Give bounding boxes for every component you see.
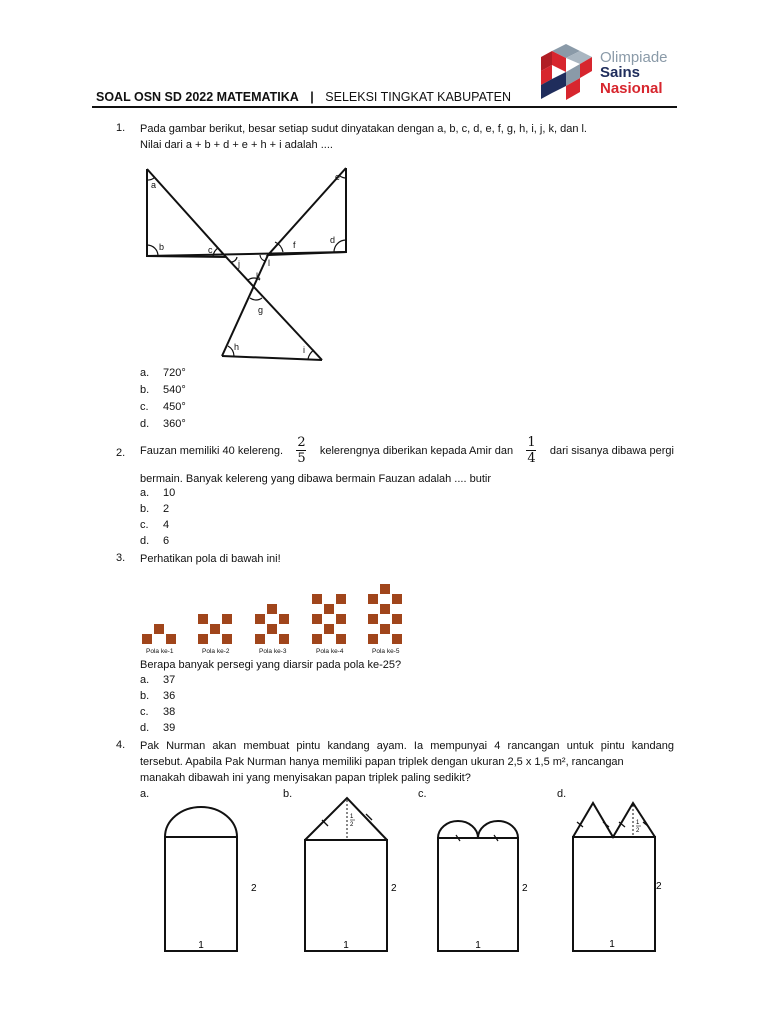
- pattern-4-square: [336, 594, 346, 604]
- pattern-5-square: [380, 604, 390, 614]
- angle-label-e: e: [335, 172, 341, 182]
- q4-option-a-label[interactable]: a.: [140, 788, 150, 800]
- pattern-2-square: [198, 614, 208, 624]
- pattern-5-square: [392, 614, 402, 624]
- design-d-note-den: 2: [636, 828, 640, 834]
- q3-question: Berapa banyak persegi yang diarsir pada pola ke-25?: [140, 659, 402, 671]
- pattern-label-2: Pola ke-2: [202, 648, 230, 655]
- header-title-rest: SELEKSI TINGKAT KABUPATEN: [325, 90, 511, 104]
- pattern-5-square: [368, 634, 378, 644]
- design-a-height: 2: [251, 883, 257, 894]
- design-b-note-num: 1: [350, 814, 354, 820]
- q4-design-c[interactable]: [428, 810, 543, 960]
- q2-line1: [140, 436, 674, 465]
- design-d-note-num: 1: [636, 820, 640, 826]
- q4-line1: Pak Nurman akan membuat pintu kandang ayam. Ia mempunyai 4 rancangan untuk pintu kandang: [140, 740, 674, 752]
- q3-number: 3.: [116, 552, 126, 564]
- pattern-label-1: Pola ke-1: [146, 648, 174, 655]
- q2-text-part3: dari sisanya dibawa pergi: [549, 444, 674, 457]
- q2-fraction-2: $\frac{1}{4}$: [527, 435, 536, 466]
- pattern-label-5: Pola ke-5: [372, 648, 400, 655]
- q2-number: 2.: [116, 447, 126, 459]
- q2-option-c[interactable]: c. 4: [140, 519, 170, 531]
- q2-line2: bermain. Banyak kelereng yang dibawa bermain Fauzan adalah .... butir: [140, 473, 491, 485]
- pattern-2-square: [222, 614, 232, 624]
- pattern-1-square: [154, 624, 164, 634]
- pattern-2-square: [222, 634, 232, 644]
- pattern-4-square: [312, 614, 322, 624]
- q4-line2-text: tersebut. Apabila Pak Nurman hanya memiliki papan triplek dengan ukuran 2,5 x 1,5 m², rancangan: [140, 756, 624, 768]
- q1-option-b[interactable]: b. 540°: [140, 384, 186, 396]
- pattern-squares: [138, 568, 423, 656]
- pattern-2-square: [198, 634, 208, 644]
- q4-line2: [140, 754, 674, 770]
- pattern-4-square: [312, 594, 322, 604]
- pattern-2-square: [210, 624, 220, 634]
- pattern-4-square: [312, 634, 322, 644]
- logo-line2: Sains: [600, 64, 641, 81]
- pattern-3-square: [267, 604, 277, 614]
- q3-option-a[interactable]: a. 37: [140, 674, 176, 686]
- q3-text: Perhatikan pola di bawah ini!: [140, 553, 281, 565]
- header-title-bold: SOAL OSN SD 2022 MATEMATIKA: [96, 90, 299, 104]
- header-separator: |: [310, 90, 314, 104]
- q2-text-part1: Fauzan memiliki 40 kelereng.: [140, 444, 284, 457]
- angle-label-f: f: [293, 240, 296, 250]
- pattern-5-square: [392, 634, 402, 644]
- angle-label-i: i: [303, 345, 305, 355]
- pattern-4-square: [336, 634, 346, 644]
- pattern-5-square: [368, 614, 378, 624]
- design-d-width: 1: [609, 939, 615, 950]
- header-divider: [92, 106, 677, 108]
- pattern-4-square: [324, 604, 334, 614]
- q4-number: 4.: [116, 739, 126, 751]
- pattern-5-square: [380, 624, 390, 634]
- q1-option-d[interactable]: d. 360°: [140, 418, 186, 430]
- design-b-height: 2: [391, 883, 397, 894]
- q3-option-c[interactable]: c. 38: [140, 706, 176, 718]
- q2-fraction-1: $\frac{2}{5}$: [297, 435, 306, 466]
- q4-design-d[interactable]: [563, 795, 678, 960]
- angle-label-b: b: [159, 242, 165, 252]
- q1-figure: [138, 160, 353, 370]
- pattern-4-square: [336, 614, 346, 624]
- osn-cube-logo-icon: [536, 40, 686, 106]
- pattern-3-square: [267, 624, 277, 634]
- q2-option-d[interactable]: d. 6: [140, 535, 170, 547]
- design-c-height: 2: [522, 883, 528, 894]
- q4-design-b[interactable]: [295, 780, 410, 960]
- angle-label-c: c: [208, 245, 213, 255]
- q1-option-c[interactable]: c. 450°: [140, 401, 186, 413]
- pattern-5-square: [368, 594, 378, 604]
- design-b-note-den: 2: [350, 822, 354, 828]
- pattern-3-square: [255, 634, 265, 644]
- design-d-height: 2: [656, 881, 662, 892]
- q4-line3: manakah dibawah ini yang menyisakan papan triplek paling sedikit?: [140, 772, 471, 784]
- pattern-3-square: [279, 634, 289, 644]
- q3-pattern-figure: [138, 568, 423, 656]
- pattern-5-square: [392, 594, 402, 604]
- angle-label-l: l: [268, 258, 270, 268]
- q4-option-b-label[interactable]: b.: [283, 788, 293, 800]
- angle-label-g: g: [258, 305, 264, 315]
- pattern-label-4: Pola ke-4: [316, 648, 344, 655]
- q1-line1: Pada gambar berikut, besar setiap sudut dinyatakan dengan a, b, c, d, e, f, g, h, i, j, k, dan l.: [140, 123, 587, 135]
- angle-label-a: a: [151, 180, 157, 190]
- q3-option-b[interactable]: b. 36: [140, 690, 176, 702]
- q2-option-a[interactable]: a. 10: [140, 487, 176, 499]
- logo-line1: Olimpiade: [600, 49, 668, 66]
- osn-logo: [536, 40, 686, 106]
- design-a-width: 1: [198, 940, 204, 951]
- pattern-4-square: [324, 624, 334, 634]
- pattern-5-square: [380, 584, 390, 594]
- pattern-3-square: [255, 614, 265, 624]
- pattern-3-square: [279, 614, 289, 624]
- q1-option-a[interactable]: a. 720°: [140, 367, 186, 379]
- page-header: [96, 90, 511, 104]
- q2-text-part2: kelerengnya diberikan kepada Amir dan: [319, 444, 514, 457]
- q4-option-d-label[interactable]: d.: [557, 788, 567, 800]
- design-c-width: 1: [475, 940, 481, 951]
- angle-label-j: j: [238, 259, 240, 269]
- q2-option-b[interactable]: b. 2: [140, 503, 170, 515]
- pattern-label-3: Pola ke-3: [259, 648, 287, 655]
- pattern-1-square: [166, 634, 176, 644]
- angle-label-d: d: [330, 235, 336, 245]
- q4-option-c-label[interactable]: c.: [418, 788, 427, 800]
- q1-line2: Nilai dari a + b + d + e + h + i adalah ....: [140, 139, 333, 151]
- design-b-width: 1: [343, 940, 349, 951]
- angle-label-h: h: [234, 342, 240, 352]
- q1-number: 1.: [116, 122, 126, 134]
- logo-line3: Nasional: [600, 80, 663, 97]
- q3-option-d[interactable]: d. 39: [140, 722, 176, 734]
- pattern-1-square: [142, 634, 152, 644]
- angle-label-k: k: [256, 271, 261, 281]
- q4-design-a[interactable]: [155, 800, 270, 960]
